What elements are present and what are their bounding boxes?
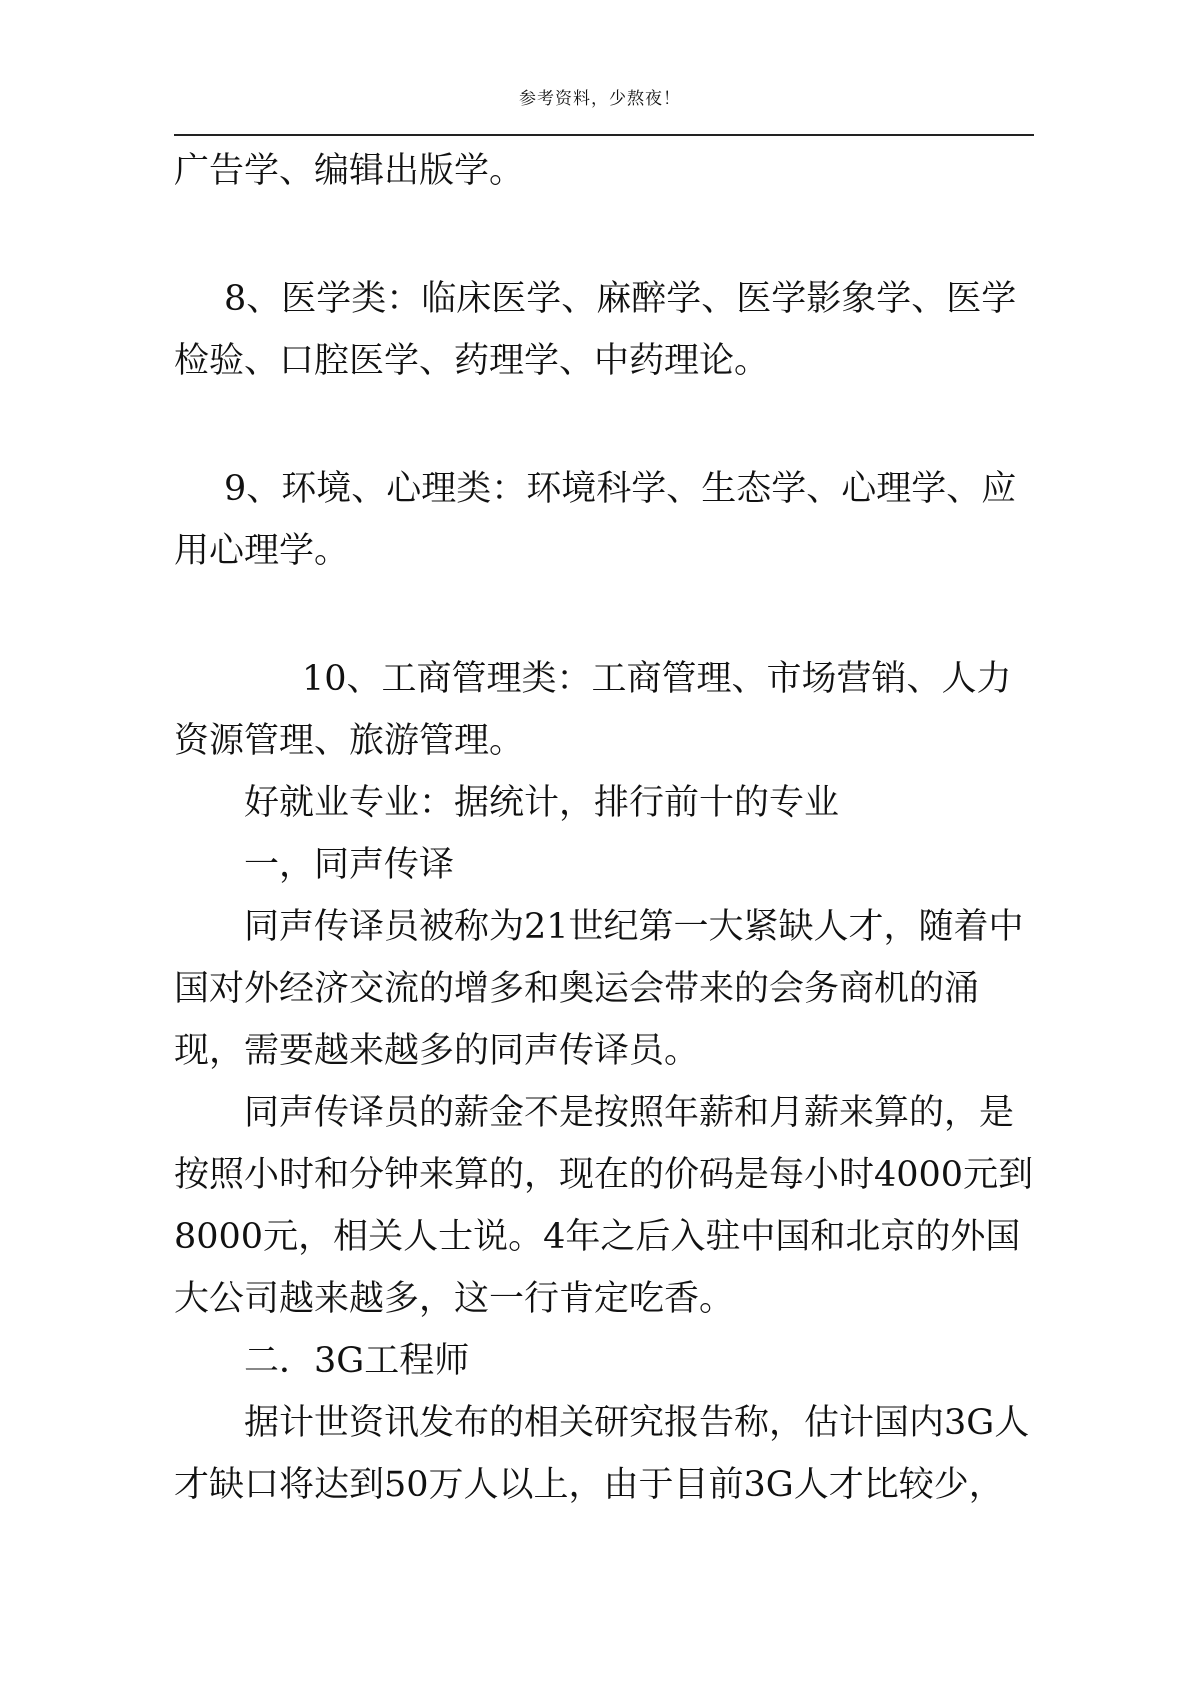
paragraph-medicine: 8、医学类：临床医学、麻醉学、医学影象学、医学检验、口腔医学、药理学、中药理论。 (174, 279, 1017, 381)
paragraph-interpreter-salary: 同声传译员的薪金不是按照年薪和月薪来算的，是按照小时和分钟来算的，现在的价码是每小时4000元到8000元，相关人士说。4年之后入驻中国和北京的外国大公司越来越多，这一行肯定吃香。 (174, 1093, 1034, 1319)
heading-3g-engineer: 二．3G工程师 (244, 1341, 470, 1381)
document-body (174, 140, 1036, 1516)
page-header: 参考资料，少熬夜！ (519, 89, 681, 109)
paragraph-top-majors: 好就业专业：据统计，排行前十的专业 (244, 783, 840, 823)
header-rule (174, 134, 1034, 136)
paragraph-environment: 9、环境、心理类：环境科学、生态学、心理学、应用心理学。 (174, 469, 1017, 571)
heading-interpretation: 一，同声传译 (244, 845, 455, 885)
paragraph-continuation: 广告学、编辑出版学。 (174, 151, 525, 191)
paragraph-3g-demand: 据计世资讯发布的相关研究报告称，估计国内3G人才缺口将达到50万人以上，由于目前3G人才比较少， (174, 1403, 1030, 1505)
paragraph-interpreter-demand: 同声传译员被称为21世纪第一大紧缺人才，随着中国对外经济交流的增多和奥运会带来的会务商机的涌现，需要越来越多的同声传译员。 (174, 907, 1024, 1071)
paragraph-business: 10、工商管理类：工商管理、市场营销、人力资源管理、旅游管理。 (174, 659, 1012, 761)
